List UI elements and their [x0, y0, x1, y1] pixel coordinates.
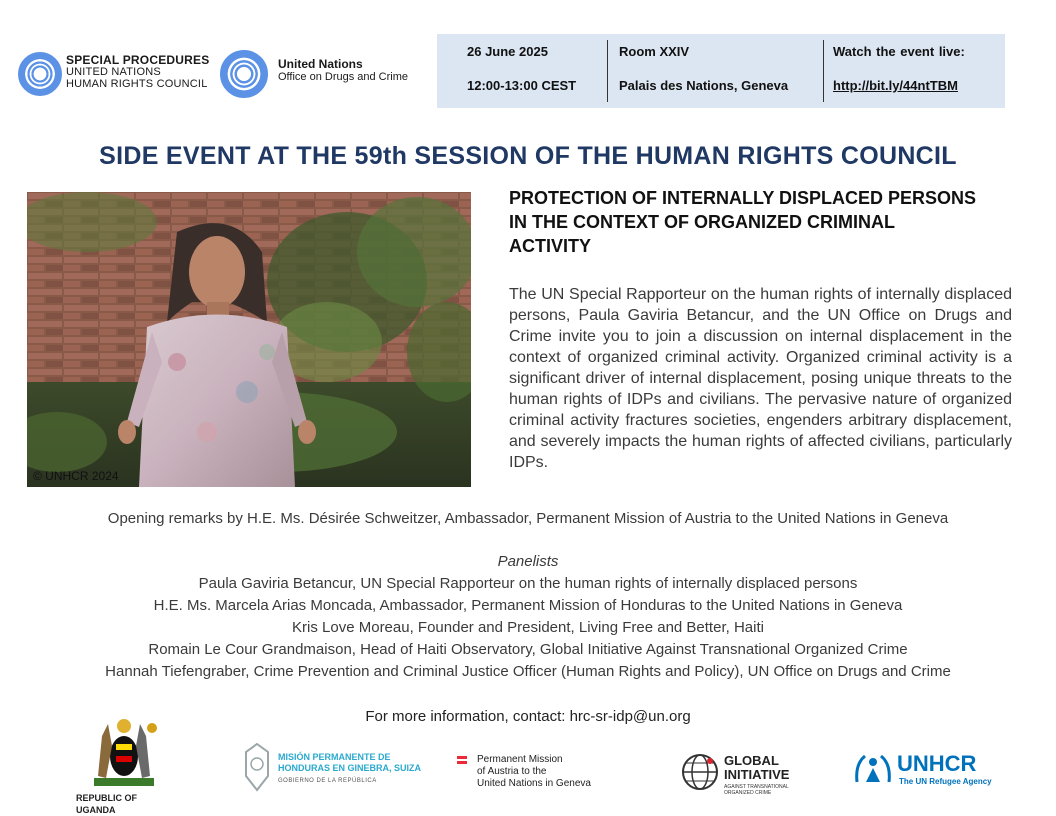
event-time: 12:00-13:00 CEST: [467, 78, 577, 93]
panelist-item: Paula Gaviria Betancur, UN Special Rapporteur on the human rights of internally displaced persons: [198, 575, 858, 592]
unhcr-emblem-icon: [853, 752, 893, 788]
panelist-item: Romain Le Cour Grandmaison, Head of Haiti Observatory, Global Initiative Against Transnational Organized Crime: [148, 641, 908, 658]
austria-line1: Permanent Mission: [477, 754, 563, 765]
opening-remarks: Opening remarks by H.E. Ms. Désirée Schweitzer, Ambassador, Permanent Mission of Austria to the United Nations in Geneva: [107, 510, 949, 527]
event-date: 26 June 2025: [467, 44, 548, 59]
event-photo: [27, 192, 471, 487]
event-room: Room XXIV: [619, 44, 690, 59]
logo-unodc-line2: Office on Drugs and Crime: [278, 71, 409, 83]
special-procedures-logo: [18, 50, 213, 94]
globe-icon: [680, 752, 720, 792]
panelists-heading: Panelists: [497, 553, 559, 570]
event-title: PROTECTION OF INTERNALLY DISPLACED PERSONS IN THE CONTEXT OF ORGANIZED CRIMINAL ACTIVITY: [509, 188, 977, 256]
event-info-box: [437, 34, 1005, 108]
austria-mission-logo: [457, 754, 627, 798]
uganda-coat-of-arms-icon: [72, 716, 177, 790]
panelist-item: H.E. Ms. Marcela Arias Moncada, Ambassador, Permanent Mission of Honduras to the United Nations in Geneva: [153, 597, 903, 614]
gi-line1: GLOBAL: [724, 753, 779, 768]
watch-live-link[interactable]: http://bit.ly/44ntTBM: [833, 78, 958, 93]
unhcr-logo: [853, 752, 1003, 792]
honduras-emblem-icon: [242, 742, 272, 794]
austria-line3: United Nations in Geneva: [477, 778, 591, 789]
logo-sp-line3: HUMAN RIGHTS COUNCIL: [66, 78, 208, 90]
page-title: SIDE EVENT AT THE 59th SESSION OF THE HUMAN RIGHTS COUNCIL: [99, 142, 957, 170]
photo-illustration: [27, 192, 471, 487]
unodc-logo: [220, 48, 435, 94]
watch-label: Watch the event live:: [833, 44, 965, 59]
gi-line2: INITIATIVE: [724, 767, 790, 782]
gi-line3: AGAINST TRANSNATIONAL: [724, 784, 789, 790]
panelist-item: Kris Love Moreau, Founder and President, Living Free and Better, Haiti: [292, 619, 764, 636]
austria-line2: of Austria to the: [477, 766, 547, 777]
logo-sp-line1: SPECIAL PROCEDURES: [66, 53, 210, 67]
unhcr-line2: The UN Refugee Agency: [899, 777, 992, 786]
honduras-line2: HONDURAS EN GINEBRA, SUIZA: [278, 763, 422, 773]
uganda-label: REPUBLIC OF UGANDA: [76, 793, 138, 815]
event-description: The UN Special Rapporteur on the human rights of internally displaced persons, Paula Gaviria Betancur, and the UN Office on Drugs and Crime invite you to join a discussion on internal displacement in the context of organized criminal activity. Organized criminal activity is a significant driver of internal displacement, posing unique threats to the human rights of IDPs and civilians. The pervasive nature of organized criminal activity fractures societies, engenders arbitrary displacement, and severely impacts the human rights of affected civilians, particularly IDPs.: [509, 286, 1012, 471]
event-venue: Palais des Nations, Geneva: [619, 78, 789, 93]
contact-info: For more information, contact: hrc-sr-idp@un.org: [365, 708, 691, 725]
global-initiative-logo: [680, 750, 810, 800]
honduras-line3: GOBIERNO DE LA REPÚBLICA: [278, 778, 377, 784]
photo-credit: © UNHCR 2024: [33, 469, 119, 483]
un-emblem-icon: [18, 52, 62, 96]
uganda-logo: [72, 716, 177, 815]
honduras-mission-logo: [242, 742, 432, 798]
unhcr-line1: UNHCR: [897, 751, 977, 776]
un-emblem-icon: [220, 50, 268, 98]
logo-sp-line2: UNITED NATIONS: [66, 66, 161, 78]
honduras-line1: MISIÓN PERMANENTE DE: [278, 752, 391, 762]
gi-line4: ORGANIZED CRIME: [724, 790, 772, 796]
logo-unodc-line1: United Nations: [278, 57, 363, 71]
panelist-item: Hannah Tiefengraber, Crime Prevention and Criminal Justice Officer (Human Rights and Policy), UN Office on Drugs and Crime: [105, 663, 951, 680]
